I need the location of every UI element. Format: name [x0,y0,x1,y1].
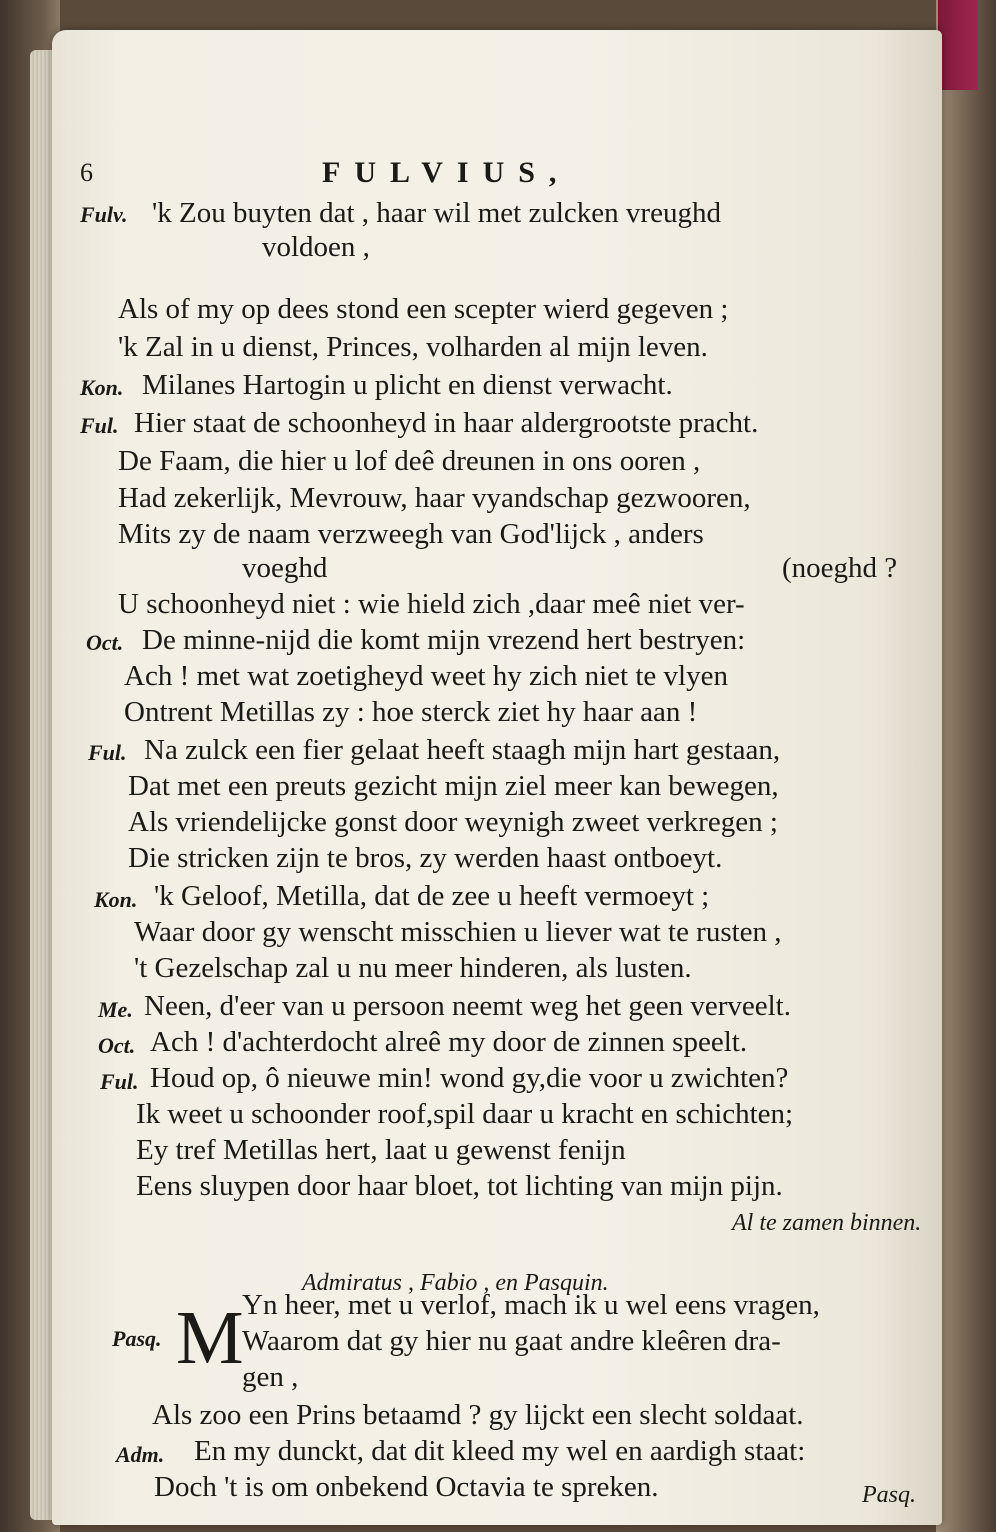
verse-line: U schoonheyd niet : wie hield zich ,daar meê niet ver- [118,588,745,620]
verse-line: gen , [242,1361,299,1393]
verse-line: Ach ! d'achterdocht alreê my door de zinnen speelt. [150,1026,748,1058]
verse-line: De minne-nijd die komt mijn vrezend hert bestryen: [142,624,746,656]
verse-line: Ontrent Metillas zy : hoe sterck ziet hy haar aan ! [124,696,698,728]
verse-line: Hier staat de schoonheyd in haar aldergrootste pracht. [134,407,759,439]
verse-aside: (noeghd ? [782,552,898,584]
catchword: Pasq. [862,1482,916,1508]
verse-line: Die stricken zijn te bros, zy werden haast ontboeyt. [128,842,723,874]
book-page [52,30,942,1525]
speaker-label: Adm. [116,1442,165,1467]
verse-line: Na zulck een fier gelaat heeft staagh mijn hart gestaan, [144,734,781,766]
running-title: FULVIUS, [322,156,571,189]
verse-line: Waarom dat gy hier nu gaat andre kleêren dra- [242,1325,781,1357]
verse-line: Eens sluypen door haar bloet, tot lichting van mijn pijn. [136,1170,783,1202]
speaker-label: Oct. [98,1033,136,1058]
speaker-label: Fulv. [80,202,128,227]
speaker-label: Me. [98,997,133,1022]
verse-line: Als of my op dees stond een scepter wierd gegeven ; [118,293,729,325]
verse-line: Ey tref Metillas hert, laat u gewenst fenijn [136,1134,626,1166]
speaker-label: Ful. [88,740,127,765]
verse-line: voldoen , [262,231,370,263]
speaker-label: Ful. [100,1069,139,1094]
verse-line: En my dunckt, dat dit kleed my wel en aardigh staat: [194,1435,806,1467]
speaker-label: Kon. [94,887,138,912]
verse-line: voeghd [242,552,328,584]
stage-direction: Al te zamen binnen. [732,1210,922,1236]
verse-line: Neen, d'eer van u persoon neemt weg het geen verveelt. [144,990,791,1022]
drop-cap: M [176,1296,244,1380]
background-right [936,0,996,1532]
speaker-label: Pasq. [112,1326,162,1351]
scene-heading: Admiratus , Fabio , en Pasquin. [302,1270,609,1296]
verse-line: 'k Zal in u dienst, Princes, volharden al mijn leven. [118,331,708,363]
bookmark-ribbon [938,0,978,90]
verse-line: Ik weet u schoonder roof,spil daar u kracht en schichten; [136,1098,794,1130]
page-number: 6 [80,158,93,187]
verse-line: Als zoo een Prins betaamd ? gy lijckt een slecht soldaat. [152,1399,804,1431]
verse-line: Ach ! met wat zoetigheyd weet hy zich niet te vlyen [124,660,728,692]
verse-line: Mits zy de naam verzweegh van God'lijck , anders [118,518,704,550]
verse-line: 'k Zou buyten dat , haar wil met zulcken vreughd [152,197,721,229]
verse-line: 't Gezelschap zal u nu meer hinderen, als lusten. [134,952,692,984]
speaker-label: Kon. [80,375,124,400]
verse-line: Houd op, ô nieuwe min! wond gy,die voor u zwichten? [150,1062,789,1094]
speaker-label: Ful. [80,413,119,438]
speaker-label: Oct. [86,630,124,655]
verse-line: Waar door gy wenscht misschien u liever wat te rusten , [134,916,782,948]
verse-line: De Faam, die hier u lof deê dreunen in ons ooren , [118,445,701,477]
verse-line: Als vriendelijcke gonst door weynigh zweet verkregen ; [128,806,778,838]
verse-line: Milanes Hartogin u plicht en dienst verwacht. [142,369,673,401]
verse-line: Yn heer, met u verlof, mach ik u wel eens vragen, [242,1289,820,1321]
verse-line: 'k Geloof, Metilla, dat de zee u heeft vermoeyt ; [154,880,710,912]
verse-line: Doch 't is om onbekend Octavia te spreken. [154,1471,659,1503]
verse-line: Had zekerlijk, Mevrouw, haar vyandschap gezwooren, [118,482,751,514]
verse-line: Dat met een preuts gezicht mijn ziel meer kan bewegen, [128,770,779,802]
